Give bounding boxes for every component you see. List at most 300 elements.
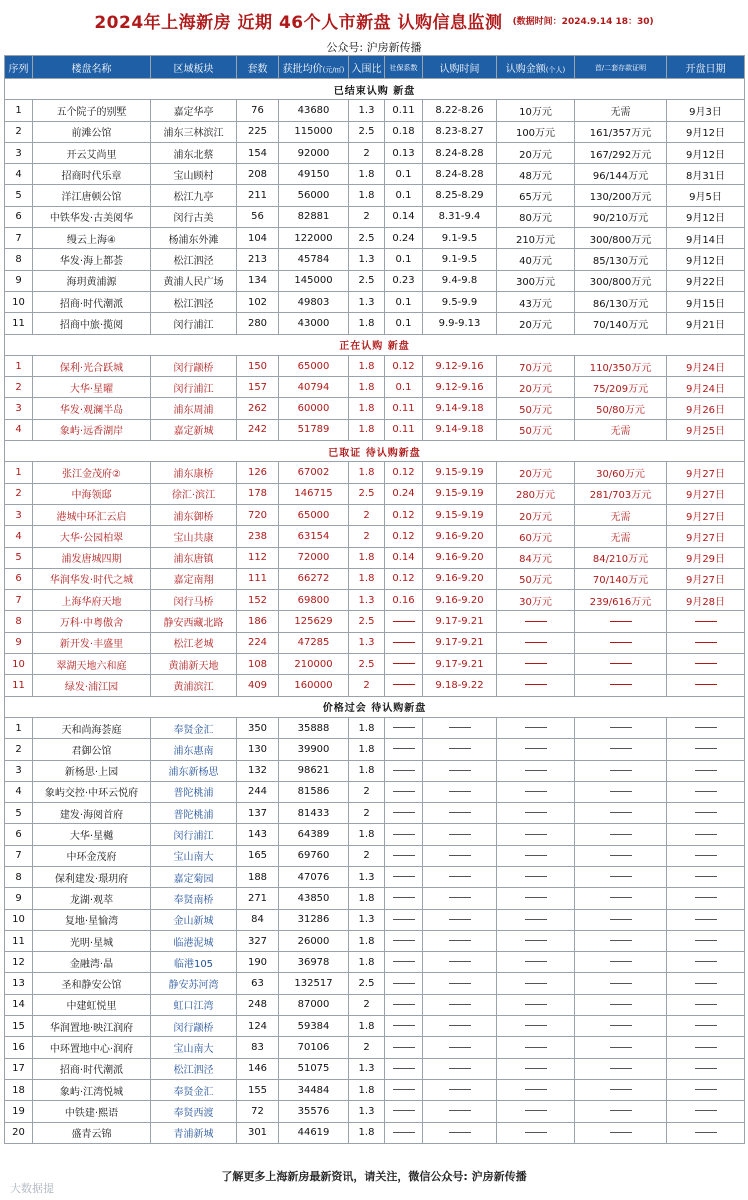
cell-region: 宝山南大 <box>151 845 237 866</box>
cell-open-date: 9月3日 <box>667 100 745 121</box>
title-row <box>4 0 744 40</box>
dash-mark <box>525 834 547 835</box>
dash-mark <box>449 897 471 898</box>
section-title: 已结束认购 新盘 <box>5 79 745 100</box>
cell-amount: 70万元 <box>497 355 575 376</box>
dash-mark <box>695 621 717 622</box>
dash-mark <box>449 1132 471 1133</box>
cell-deposit: 90/210万元 <box>575 206 667 227</box>
cell-social <box>385 1037 423 1058</box>
dash-mark <box>695 1047 717 1048</box>
dash-mark <box>449 1110 471 1111</box>
cell-index: 1 <box>5 355 33 376</box>
cell-name: 洋江唐顿公馆 <box>33 185 151 206</box>
cell-region: 浦东御桥 <box>151 504 237 525</box>
cell-deposit: 239/616万元 <box>575 590 667 611</box>
cell-ratio: 1.3 <box>349 100 385 121</box>
cell-price: 98621 <box>279 760 349 781</box>
table-row <box>5 377 745 398</box>
cell-region: 静安西藏北路 <box>151 611 237 632</box>
table-row <box>5 760 745 781</box>
cell-subscribe-time <box>423 824 497 845</box>
cell-name: 新开发·丰盛里 <box>33 632 151 653</box>
cell-name: 大华·公园柏翠 <box>33 526 151 547</box>
cell-social <box>385 994 423 1015</box>
dash-mark <box>695 1132 717 1133</box>
cell-index: 19 <box>5 1101 33 1122</box>
cell-name: 盛青云锦 <box>33 1122 151 1143</box>
dash-mark <box>449 1089 471 1090</box>
table-row <box>5 228 745 249</box>
table-row <box>5 590 745 611</box>
dash-mark <box>695 1068 717 1069</box>
dash-mark <box>695 855 717 856</box>
cell-ratio: 1.8 <box>349 1016 385 1037</box>
cell-open-date: 9月12日 <box>667 206 745 227</box>
cell-ratio: 1.8 <box>349 313 385 334</box>
cell-name: 象屿·远香湖岸 <box>33 419 151 440</box>
col-units: 套数 <box>237 56 279 79</box>
cell-price: 67002 <box>279 462 349 483</box>
cell-subscribe-time: 9.9-9.13 <box>423 313 497 334</box>
table-row <box>5 249 745 270</box>
cell-social: 0.1 <box>385 164 423 185</box>
dash-mark <box>393 642 415 643</box>
table-row <box>5 909 745 930</box>
cell-index: 11 <box>5 930 33 951</box>
dash-mark <box>393 727 415 728</box>
cell-name: 绿发·浦江园 <box>33 675 151 696</box>
cell-ratio: 1.8 <box>349 930 385 951</box>
cell-region: 闵行颛桥 <box>151 1016 237 1037</box>
cell-index: 8 <box>5 866 33 887</box>
cell-name: 招商中旅·揽阅 <box>33 313 151 334</box>
cell-price: 92000 <box>279 142 349 163</box>
cell-subscribe-time <box>423 803 497 824</box>
cell-region: 浦东唐镇 <box>151 547 237 568</box>
cell-index: 6 <box>5 824 33 845</box>
cell-price: 70106 <box>279 1037 349 1058</box>
cell-open-date: 9月27日 <box>667 462 745 483</box>
dash-mark <box>525 897 547 898</box>
dash-mark <box>610 684 632 685</box>
cell-index: 10 <box>5 909 33 930</box>
cell-units: 154 <box>237 142 279 163</box>
dash-mark <box>610 748 632 749</box>
cell-units: 83 <box>237 1037 279 1058</box>
account-name: 公众号: 沪房新传播 <box>326 41 422 54</box>
cell-price: 26000 <box>279 930 349 951</box>
cell-social: 0.24 <box>385 483 423 504</box>
cell-social <box>385 1058 423 1079</box>
cell-open-date: 9月24日 <box>667 355 745 376</box>
cell-open-date: 8月31日 <box>667 164 745 185</box>
dash-mark <box>525 663 547 664</box>
cell-deposit: 96/144万元 <box>575 164 667 185</box>
cell-deposit <box>575 760 667 781</box>
listing-table <box>4 55 745 1144</box>
cell-social <box>385 1122 423 1143</box>
cell-price: 60000 <box>279 398 349 419</box>
dash-mark <box>695 961 717 962</box>
cell-social <box>385 824 423 845</box>
cell-index: 7 <box>5 845 33 866</box>
cell-units: 132 <box>237 760 279 781</box>
cell-ratio: 2 <box>349 206 385 227</box>
cell-units: 350 <box>237 717 279 738</box>
cell-social <box>385 611 423 632</box>
dash-mark <box>610 1025 632 1026</box>
cell-social <box>385 888 423 909</box>
cell-ratio: 2.5 <box>349 121 385 142</box>
section-title: 已取证 待认购新盘 <box>5 441 745 462</box>
dash-mark <box>393 812 415 813</box>
cell-name: 中环置地中心·润府 <box>33 1037 151 1058</box>
dash-mark <box>525 1068 547 1069</box>
dash-mark <box>610 1132 632 1133</box>
dash-mark <box>449 834 471 835</box>
cell-index: 3 <box>5 760 33 781</box>
table-row <box>5 1016 745 1037</box>
cell-subscribe-time: 9.14-9.18 <box>423 398 497 419</box>
cell-name: 浦发唐城四期 <box>33 547 151 568</box>
dash-mark <box>525 727 547 728</box>
dash-mark <box>393 1110 415 1111</box>
cell-open-date <box>667 739 745 760</box>
cell-price: 210000 <box>279 654 349 675</box>
cell-social: 0.16 <box>385 590 423 611</box>
cell-units: 213 <box>237 249 279 270</box>
table-row <box>5 632 745 653</box>
cell-subscribe-time <box>423 739 497 760</box>
cell-deposit <box>575 1016 667 1037</box>
cell-region: 普陀桃浦 <box>151 803 237 824</box>
cell-ratio: 1.8 <box>349 568 385 589</box>
cell-social: 0.11 <box>385 398 423 419</box>
cell-deposit <box>575 1122 667 1143</box>
cell-amount <box>497 1016 575 1037</box>
table-row <box>5 739 745 760</box>
cell-ratio: 2 <box>349 994 385 1015</box>
cell-open-date <box>667 1016 745 1037</box>
col-amount-unit: (个人) <box>545 65 566 74</box>
table-row <box>5 504 745 525</box>
table-row <box>5 1058 745 1079</box>
cell-region: 青浦新城 <box>151 1122 237 1143</box>
cell-name: 开云艾尚里 <box>33 142 151 163</box>
dash-mark <box>610 791 632 792</box>
cell-price: 160000 <box>279 675 349 696</box>
cell-name: 五个院子的别墅 <box>33 100 151 121</box>
dash-mark <box>695 812 717 813</box>
cell-units: 150 <box>237 355 279 376</box>
table-row <box>5 866 745 887</box>
cell-social <box>385 739 423 760</box>
cell-price: 72000 <box>279 547 349 568</box>
cell-social: 0.12 <box>385 568 423 589</box>
dash-mark <box>525 940 547 941</box>
cell-region: 奉贤金汇 <box>151 717 237 738</box>
cell-region: 浦东北蔡 <box>151 142 237 163</box>
cell-open-date: 9月27日 <box>667 568 745 589</box>
cell-open-date <box>667 909 745 930</box>
col-amount-label: 认购金额 <box>505 63 546 75</box>
cell-index: 10 <box>5 654 33 675</box>
cell-amount <box>497 717 575 738</box>
table-row <box>5 462 745 483</box>
cell-open-date <box>667 717 745 738</box>
cell-units: 211 <box>237 185 279 206</box>
cell-amount: 50万元 <box>497 568 575 589</box>
cell-deposit <box>575 994 667 1015</box>
cell-subscribe-time <box>423 994 497 1015</box>
cell-amount: 210万元 <box>497 228 575 249</box>
cell-open-date: 9月12日 <box>667 142 745 163</box>
dash-mark <box>695 1025 717 1026</box>
cell-region: 闵行浦江 <box>151 377 237 398</box>
cell-open-date: 9月25日 <box>667 419 745 440</box>
cell-region: 普陀桃浦 <box>151 781 237 802</box>
cell-units: 76 <box>237 100 279 121</box>
cell-region: 杨浦东外滩 <box>151 228 237 249</box>
cell-open-date <box>667 973 745 994</box>
dash-mark <box>393 1089 415 1090</box>
cell-social: 0.1 <box>385 249 423 270</box>
section-header <box>5 334 745 355</box>
dash-mark <box>393 1004 415 1005</box>
dash-mark <box>393 621 415 622</box>
cell-index: 3 <box>5 142 33 163</box>
col-price <box>279 56 349 79</box>
cell-price: 132517 <box>279 973 349 994</box>
dash-mark <box>525 791 547 792</box>
cell-price: 39900 <box>279 739 349 760</box>
cell-region: 闵行古美 <box>151 206 237 227</box>
cell-index: 4 <box>5 164 33 185</box>
cell-deposit: 75/209万元 <box>575 377 667 398</box>
cell-ratio: 1.8 <box>349 888 385 909</box>
cell-ratio: 2.5 <box>349 611 385 632</box>
cell-price: 81586 <box>279 781 349 802</box>
page-title: 2024年上海新房 近期 46个人市新盘 认购信息监测 <box>94 12 503 33</box>
cell-region: 奉贤西渡 <box>151 1101 237 1122</box>
cell-amount: 65万元 <box>497 185 575 206</box>
cell-index: 17 <box>5 1058 33 1079</box>
cell-amount <box>497 611 575 632</box>
cell-ratio: 1.8 <box>349 547 385 568</box>
dash-mark <box>449 812 471 813</box>
table-row <box>5 781 745 802</box>
cell-social <box>385 803 423 824</box>
cell-social <box>385 973 423 994</box>
cell-units: 208 <box>237 164 279 185</box>
cell-units: 157 <box>237 377 279 398</box>
cell-price: 43000 <box>279 313 349 334</box>
cell-name: 缦云上海④ <box>33 228 151 249</box>
cell-price: 51789 <box>279 419 349 440</box>
cell-price: 66272 <box>279 568 349 589</box>
cell-deposit <box>575 803 667 824</box>
cell-units: 134 <box>237 270 279 291</box>
cell-open-date <box>667 675 745 696</box>
dash-mark <box>449 770 471 771</box>
cell-open-date: 9月28日 <box>667 590 745 611</box>
cell-subscribe-time <box>423 781 497 802</box>
cell-amount: 40万元 <box>497 249 575 270</box>
table-row <box>5 1079 745 1100</box>
cell-units: 165 <box>237 845 279 866</box>
col-social <box>385 56 423 79</box>
dash-mark <box>525 1025 547 1026</box>
cell-ratio: 1.3 <box>349 1101 385 1122</box>
cell-amount: 50万元 <box>497 419 575 440</box>
cell-open-date <box>667 760 745 781</box>
dash-mark <box>525 684 547 685</box>
cell-units: 111 <box>237 568 279 589</box>
cell-price: 49803 <box>279 291 349 312</box>
dash-mark <box>393 1132 415 1133</box>
cell-open-date <box>667 1079 745 1100</box>
dash-mark <box>449 940 471 941</box>
cell-deposit: 130/200万元 <box>575 185 667 206</box>
dash-mark <box>695 642 717 643</box>
dash-mark <box>393 876 415 877</box>
cell-subscribe-time <box>423 1122 497 1143</box>
dash-mark <box>525 961 547 962</box>
table-row <box>5 717 745 738</box>
dash-mark <box>449 727 471 728</box>
cell-index: 15 <box>5 1016 33 1037</box>
cell-name: 龙湖·观萃 <box>33 888 151 909</box>
cell-ratio: 1.8 <box>349 717 385 738</box>
dash-mark <box>449 876 471 877</box>
cell-index: 2 <box>5 483 33 504</box>
cell-open-date <box>667 781 745 802</box>
cell-social: 0.14 <box>385 206 423 227</box>
cell-ratio: 2 <box>349 504 385 525</box>
cell-index: 8 <box>5 611 33 632</box>
cell-units: 104 <box>237 228 279 249</box>
cell-name: 圣和静安公馆 <box>33 973 151 994</box>
cell-price: 40794 <box>279 377 349 398</box>
cell-social: 0.1 <box>385 313 423 334</box>
cell-units: 327 <box>237 930 279 951</box>
table-body <box>5 79 745 1144</box>
cell-open-date: 9月27日 <box>667 526 745 547</box>
cell-price: 56000 <box>279 185 349 206</box>
cell-open-date <box>667 952 745 973</box>
dash-mark <box>393 1047 415 1048</box>
dash-mark <box>695 684 717 685</box>
cell-subscribe-time: 9.16-9.20 <box>423 547 497 568</box>
cell-units: 271 <box>237 888 279 909</box>
cell-index: 2 <box>5 377 33 398</box>
dash-mark <box>695 770 717 771</box>
cell-ratio: 2.5 <box>349 483 385 504</box>
cell-deposit: 30/60万元 <box>575 462 667 483</box>
cell-subscribe-time <box>423 1058 497 1079</box>
cell-units: 146 <box>237 1058 279 1079</box>
cell-amount: 10万元 <box>497 100 575 121</box>
cell-open-date <box>667 1122 745 1143</box>
cell-price: 47285 <box>279 632 349 653</box>
cell-ratio: 2 <box>349 142 385 163</box>
col-amount <box>497 56 575 79</box>
dash-mark <box>610 876 632 877</box>
cell-social: 0.14 <box>385 547 423 568</box>
cell-ratio: 1.8 <box>349 1122 385 1143</box>
cell-region: 奉贤金汇 <box>151 1079 237 1100</box>
cell-units: 186 <box>237 611 279 632</box>
cell-social <box>385 717 423 738</box>
cell-deposit: 70/140万元 <box>575 313 667 334</box>
table-row <box>5 888 745 909</box>
cell-deposit <box>575 1037 667 1058</box>
dash-mark <box>393 897 415 898</box>
dash-mark <box>610 1068 632 1069</box>
cell-name: 翠湖天地六和庭 <box>33 654 151 675</box>
cell-units: 72 <box>237 1101 279 1122</box>
cell-open-date <box>667 611 745 632</box>
cell-deposit <box>575 717 667 738</box>
cell-amount: 60万元 <box>497 526 575 547</box>
cell-index: 10 <box>5 291 33 312</box>
cell-amount <box>497 739 575 760</box>
cell-amount <box>497 632 575 653</box>
cell-deposit: 无需 <box>575 100 667 121</box>
page <box>4 0 744 1200</box>
cell-amount: 20万元 <box>497 142 575 163</box>
cell-name: 天和尚海荟庭 <box>33 717 151 738</box>
cell-ratio: 2.5 <box>349 654 385 675</box>
cell-price: 59384 <box>279 1016 349 1037</box>
cell-region: 奉贤南桥 <box>151 888 237 909</box>
cell-deposit: 无需 <box>575 504 667 525</box>
cell-index: 5 <box>5 185 33 206</box>
cell-index: 7 <box>5 590 33 611</box>
cell-ratio: 1.8 <box>349 377 385 398</box>
table-row <box>5 1101 745 1122</box>
cell-open-date <box>667 1101 745 1122</box>
cell-open-date: 9月22日 <box>667 270 745 291</box>
cell-social <box>385 760 423 781</box>
dash-mark <box>695 983 717 984</box>
cell-name: 大华·星曜 <box>33 377 151 398</box>
dash-mark <box>610 897 632 898</box>
dash-mark <box>525 1047 547 1048</box>
cell-ratio: 2 <box>349 845 385 866</box>
cell-subscribe-time <box>423 760 497 781</box>
col-subscribe-time: 认购时间 <box>423 56 497 79</box>
cell-deposit: 50/80万元 <box>575 398 667 419</box>
cell-index: 6 <box>5 568 33 589</box>
cell-amount: 84万元 <box>497 547 575 568</box>
cell-subscribe-time: 8.25-8.29 <box>423 185 497 206</box>
cell-subscribe-time: 8.22-8.26 <box>423 100 497 121</box>
cell-amount <box>497 654 575 675</box>
cell-deposit <box>575 930 667 951</box>
table-row <box>5 1037 745 1058</box>
cell-open-date <box>667 888 745 909</box>
cell-subscribe-time <box>423 717 497 738</box>
cell-region: 闵行浦江 <box>151 824 237 845</box>
table-row <box>5 654 745 675</box>
dash-mark <box>525 812 547 813</box>
table-row <box>5 973 745 994</box>
cell-region: 松江九亭 <box>151 185 237 206</box>
cell-region: 临港105 <box>151 952 237 973</box>
dash-mark <box>695 1004 717 1005</box>
